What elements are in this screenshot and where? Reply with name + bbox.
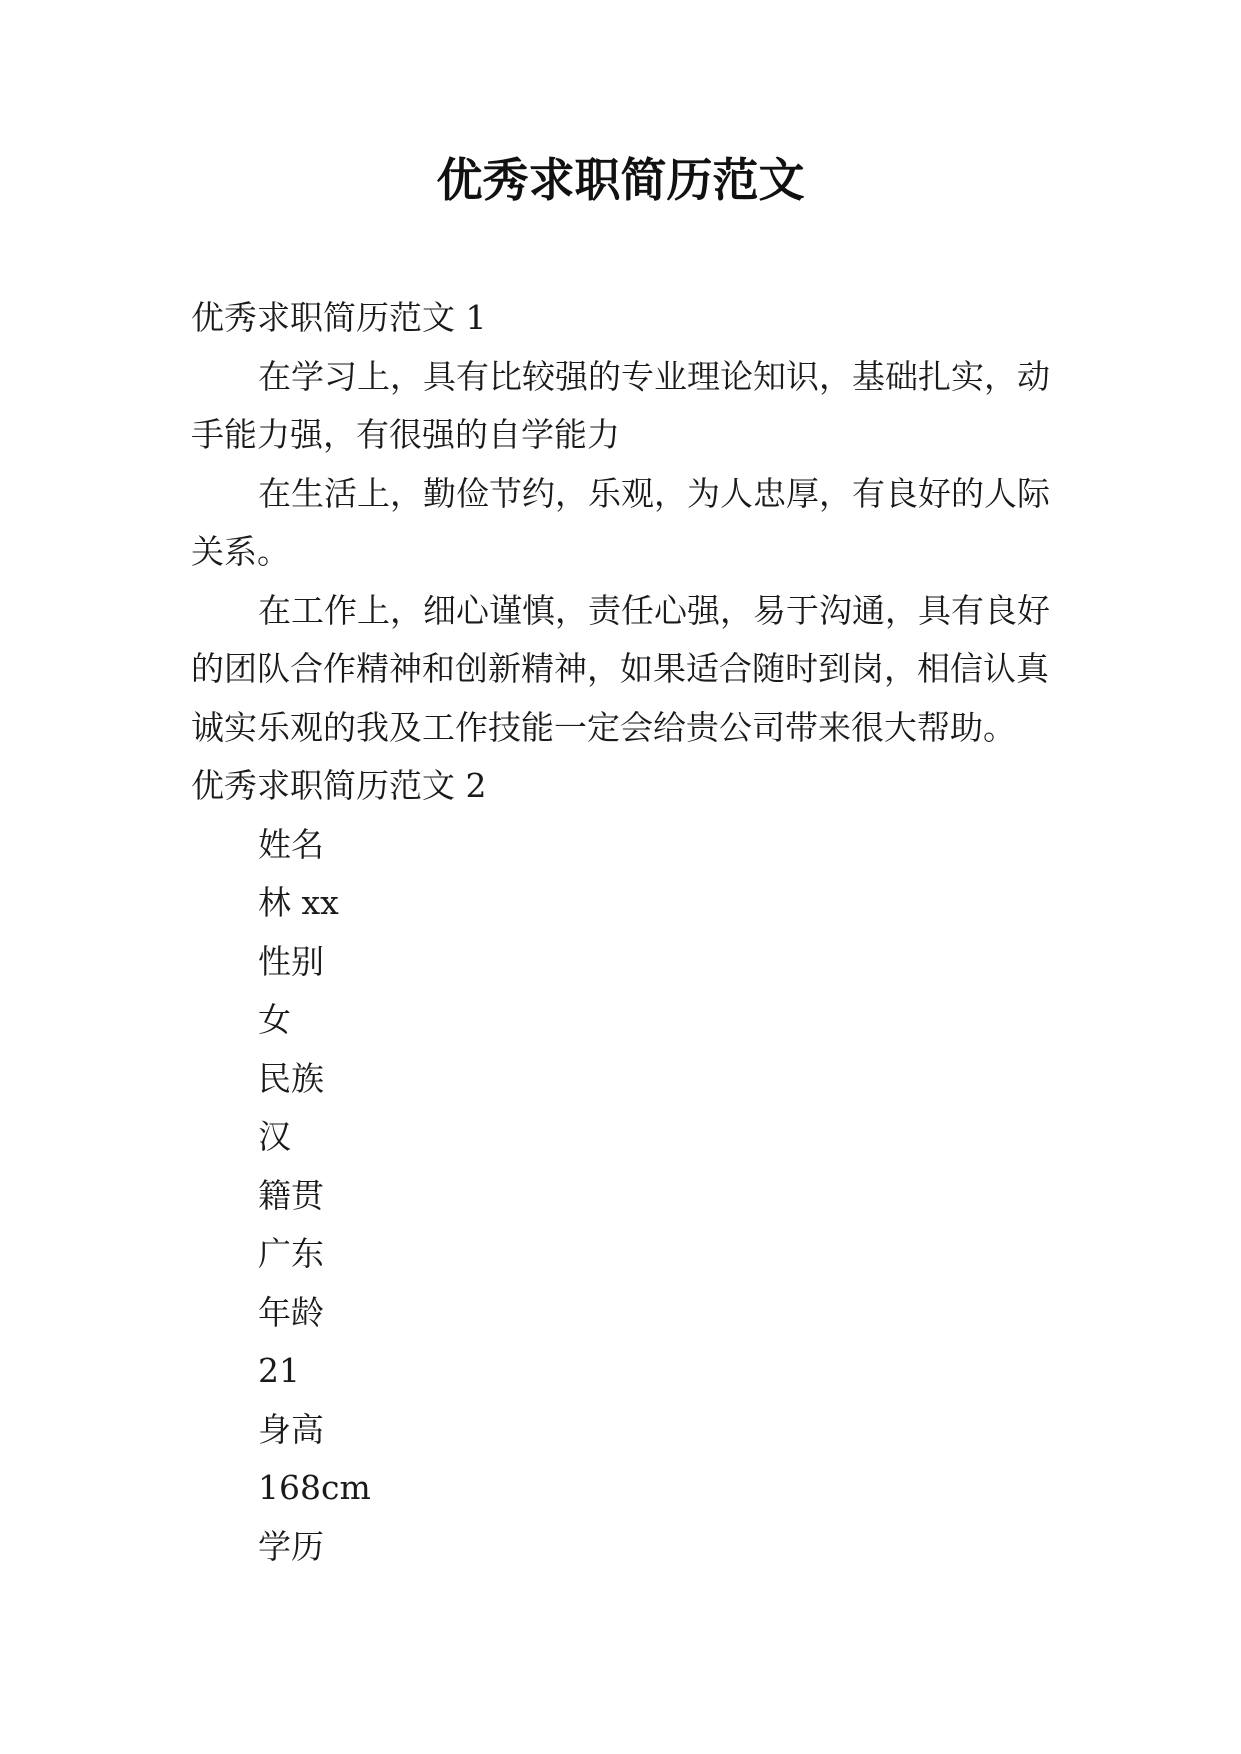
paragraph-line: 在工作上，细心谨慎，责任心强，易于沟通，具有良好	[258, 590, 1050, 630]
field-value-ethnicity: 汉	[258, 1117, 291, 1156]
paragraph-line: 在学习上，具有比较强的专业理论知识，基础扎实，动	[258, 356, 1050, 396]
document-body	[191, 289, 1091, 1576]
field-value-gender: 女	[258, 1000, 291, 1039]
field-label-age: 年龄	[258, 1292, 324, 1332]
paragraph-line: 在生活上，勤俭节约，乐观，为人忠厚，有良好的人际	[258, 473, 1050, 513]
field-value-name: 林 xx	[258, 883, 339, 922]
paragraph-line: 手能力强，有很强的自学能力	[191, 415, 620, 454]
field-label-hometown: 籍贯	[258, 1175, 324, 1215]
section-2	[191, 757, 1091, 1576]
paragraph-study	[191, 348, 1091, 465]
paragraph-line: 诚实乐观的我及工作技能一定会给贵公司带来很大帮助。	[191, 707, 1016, 747]
section-heading: 优秀求职简历范文 1	[191, 298, 487, 337]
field-label-ethnicity: 民族	[258, 1058, 324, 1098]
field-value-height: 168cm	[258, 1468, 371, 1507]
section-heading: 优秀求职简历范文 2	[191, 766, 487, 805]
field-value-age: 21	[258, 1351, 300, 1390]
section-1	[191, 289, 1091, 757]
paragraph-line: 的团队合作精神和创新精神，如果适合随时到岗，相信认真	[191, 649, 1049, 688]
paragraph-line: 关系。	[191, 532, 290, 571]
field-label-education: 学历	[258, 1526, 324, 1566]
paragraph-life	[191, 465, 1091, 582]
document-title: 优秀求职简历范文	[436, 153, 805, 207]
field-value-hometown: 广东	[258, 1234, 324, 1273]
field-label-name: 姓名	[258, 824, 324, 864]
field-label-height: 身高	[258, 1409, 324, 1449]
field-label-gender: 性别	[258, 941, 324, 981]
paragraph-work	[191, 582, 1091, 758]
